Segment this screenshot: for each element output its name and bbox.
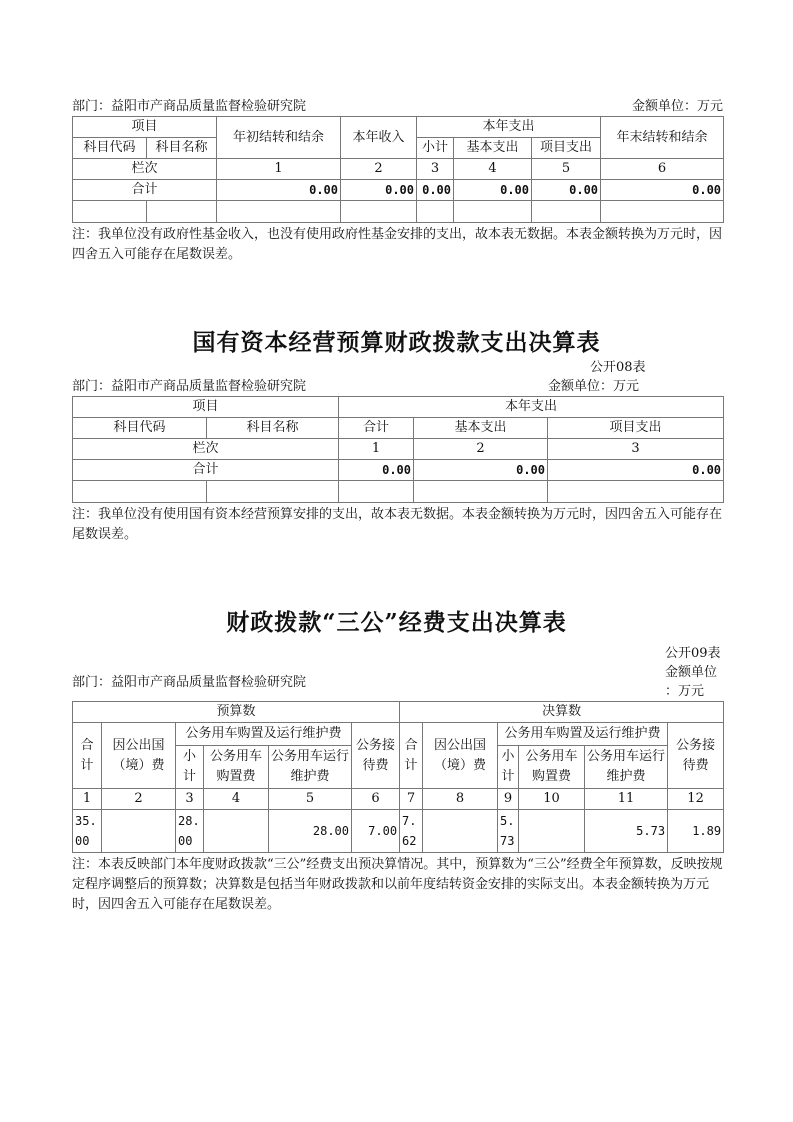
column-index-cell: 7 xyxy=(400,789,423,810)
value-cell: 35.00 xyxy=(73,810,102,853)
table-note: 注：我单位没有政府性基金收入，也没有使用政府性基金安排的支出，故本表无数据。本表金额转换为万元时，因四舍五入可能存在尾数误差。 xyxy=(72,227,723,262)
cell: 0.00 xyxy=(532,180,601,201)
unit-label-cont: ：万元 xyxy=(665,684,705,699)
header-subtotal: 小计 xyxy=(176,746,204,789)
three-public-expenses-table xyxy=(72,701,724,853)
value-cell: 7.00 xyxy=(352,810,400,853)
table-title: 财政拨款“三公”经费支出决算表 xyxy=(226,609,567,636)
cell: 3 xyxy=(548,439,724,460)
column-index-row xyxy=(73,439,724,460)
state-capital-table xyxy=(72,396,724,503)
table-title: 国有资本经营预算财政拨款支出决算表 xyxy=(192,329,601,356)
header-income: 本年收入 xyxy=(341,117,417,159)
value-cell: 5.73 xyxy=(498,810,519,853)
total-row xyxy=(73,180,724,201)
column-index-cell: 6 xyxy=(352,789,400,810)
value-cell xyxy=(519,810,585,853)
cell: 合计 xyxy=(73,180,217,201)
unit-label: 金额单位：万元 xyxy=(548,379,640,394)
header-project: 项目支出 xyxy=(532,138,601,159)
cell: 1 xyxy=(217,159,341,180)
header-car: 公务用车购置及运行维护费 xyxy=(176,723,352,746)
header-reception: 公务接待费 xyxy=(352,723,400,789)
value-cell: 5.73 xyxy=(585,810,668,853)
value-row xyxy=(73,810,724,853)
column-index-cell: 8 xyxy=(423,789,498,810)
cell: 0.00 xyxy=(454,180,532,201)
department-label: 部门：益阳市产商品质量监督检验研究院 xyxy=(72,675,307,690)
government-fund-section xyxy=(72,97,723,265)
header-name: 科目名称 xyxy=(147,138,217,159)
header-item: 项目 xyxy=(73,117,217,138)
unit-block xyxy=(665,644,723,701)
header-total-final: 合计 xyxy=(400,723,423,789)
cell: 1 xyxy=(339,439,414,460)
cell: 合计 xyxy=(73,460,339,481)
government-fund-table xyxy=(72,116,724,223)
header-name: 科目名称 xyxy=(207,418,339,439)
header-final: 决算数 xyxy=(400,702,724,723)
header-end-balance: 年末结转和结余 xyxy=(601,117,724,159)
column-index-row xyxy=(73,159,724,180)
header-begin-balance: 年初结转和结余 xyxy=(217,117,341,159)
department-label: 部门：益阳市产商品质量监督检验研究院 xyxy=(72,379,307,394)
column-index-cell: 4 xyxy=(204,789,269,810)
value-cell: 28.00 xyxy=(176,810,204,853)
state-capital-section xyxy=(72,328,723,545)
table-note: 注：我单位没有使用国有资本经营预算安排的支出，故本表无数据。本表金额转换为万元时，因四舍五入可能存在尾数误差。 xyxy=(72,507,723,542)
unit-label: 金额单位：万元 xyxy=(631,99,723,114)
empty-row xyxy=(73,201,724,223)
header-car-purchase-final: 公务用车购置费 xyxy=(519,746,585,789)
table-note: 注：本表反映部门本年度财政拨款“三公”经费支出预决算情况。其中，预算数为“三公”经费全年预算数，反映按规定程序调整后的预算数；决算数是包括当年财政拨款和以前年度结转资金安排的实际支出。本表金额转换为万元时，因四舍五入可能存在尾数误差。 xyxy=(72,857,723,912)
column-index-cell: 12 xyxy=(668,789,724,810)
cell: 栏次 xyxy=(73,439,339,460)
value-cell xyxy=(102,810,176,853)
cell: 5 xyxy=(532,159,601,180)
department-label: 部门：益阳市产商品质量监督检验研究院 xyxy=(72,99,307,114)
value-cell xyxy=(423,810,498,853)
header-abroad: 因公出国（境）费 xyxy=(102,723,176,789)
value-cell: 1.89 xyxy=(668,810,724,853)
header-project: 项目支出 xyxy=(548,418,724,439)
table-code: 公开08表 xyxy=(590,360,646,375)
cell: 0.00 xyxy=(217,180,341,201)
table-meta xyxy=(72,97,723,116)
header-total: 合计 xyxy=(339,418,414,439)
column-index-cell: 1 xyxy=(73,789,102,810)
cell: 0.00 xyxy=(341,180,417,201)
column-index-row xyxy=(73,789,724,810)
header-total: 合计 xyxy=(73,723,102,789)
cell: 栏次 xyxy=(73,159,217,180)
total-row xyxy=(73,460,724,481)
value-cell xyxy=(204,810,269,853)
header-car-maintenance-final: 公务用车运行维护费 xyxy=(585,746,668,789)
value-cell: 7.62 xyxy=(400,810,423,853)
header-expenditure: 本年支出 xyxy=(339,397,724,418)
table-meta xyxy=(72,644,723,701)
header-basic: 基本支出 xyxy=(454,138,532,159)
header-item: 项目 xyxy=(73,397,339,418)
column-index-cell: 11 xyxy=(585,789,668,810)
column-index-cell: 10 xyxy=(519,789,585,810)
column-index-cell: 2 xyxy=(102,789,176,810)
cell: 0.00 xyxy=(417,180,454,201)
empty-row xyxy=(73,481,724,503)
table-code: 公开09表 xyxy=(665,646,721,661)
header-car-maintenance: 公务用车运行维护费 xyxy=(269,746,352,789)
header-abroad-final: 因公出国（境）费 xyxy=(423,723,498,789)
cell: 0.00 xyxy=(548,460,724,481)
three-public-expenses-section xyxy=(72,608,723,915)
header-car-purchase: 公务用车购置费 xyxy=(204,746,269,789)
cell: 0.00 xyxy=(601,180,724,201)
cell: 2 xyxy=(341,159,417,180)
header-budget: 预算数 xyxy=(73,702,400,723)
cell: 3 xyxy=(417,159,454,180)
column-index-cell: 3 xyxy=(176,789,204,810)
column-index-cell: 5 xyxy=(269,789,352,810)
header-subtotal: 小计 xyxy=(417,138,454,159)
cell: 6 xyxy=(601,159,724,180)
unit-label: 金额单位 xyxy=(665,665,718,680)
header-code: 科目代码 xyxy=(73,138,147,159)
column-index-cell: 9 xyxy=(498,789,519,810)
table-meta xyxy=(72,377,723,396)
cell: 0.00 xyxy=(339,460,414,481)
value-cell: 28.00 xyxy=(269,810,352,853)
cell: 2 xyxy=(414,439,548,460)
header-car-final: 公务用车购置及运行维护费 xyxy=(498,723,668,746)
cell: 4 xyxy=(454,159,532,180)
header-reception-final: 公务接待费 xyxy=(668,723,724,789)
header-basic: 基本支出 xyxy=(414,418,548,439)
cell: 0.00 xyxy=(414,460,548,481)
header-expenditure: 本年支出 xyxy=(417,117,601,138)
header-code: 科目代码 xyxy=(73,418,207,439)
header-subtotal-final: 小计 xyxy=(498,746,519,789)
